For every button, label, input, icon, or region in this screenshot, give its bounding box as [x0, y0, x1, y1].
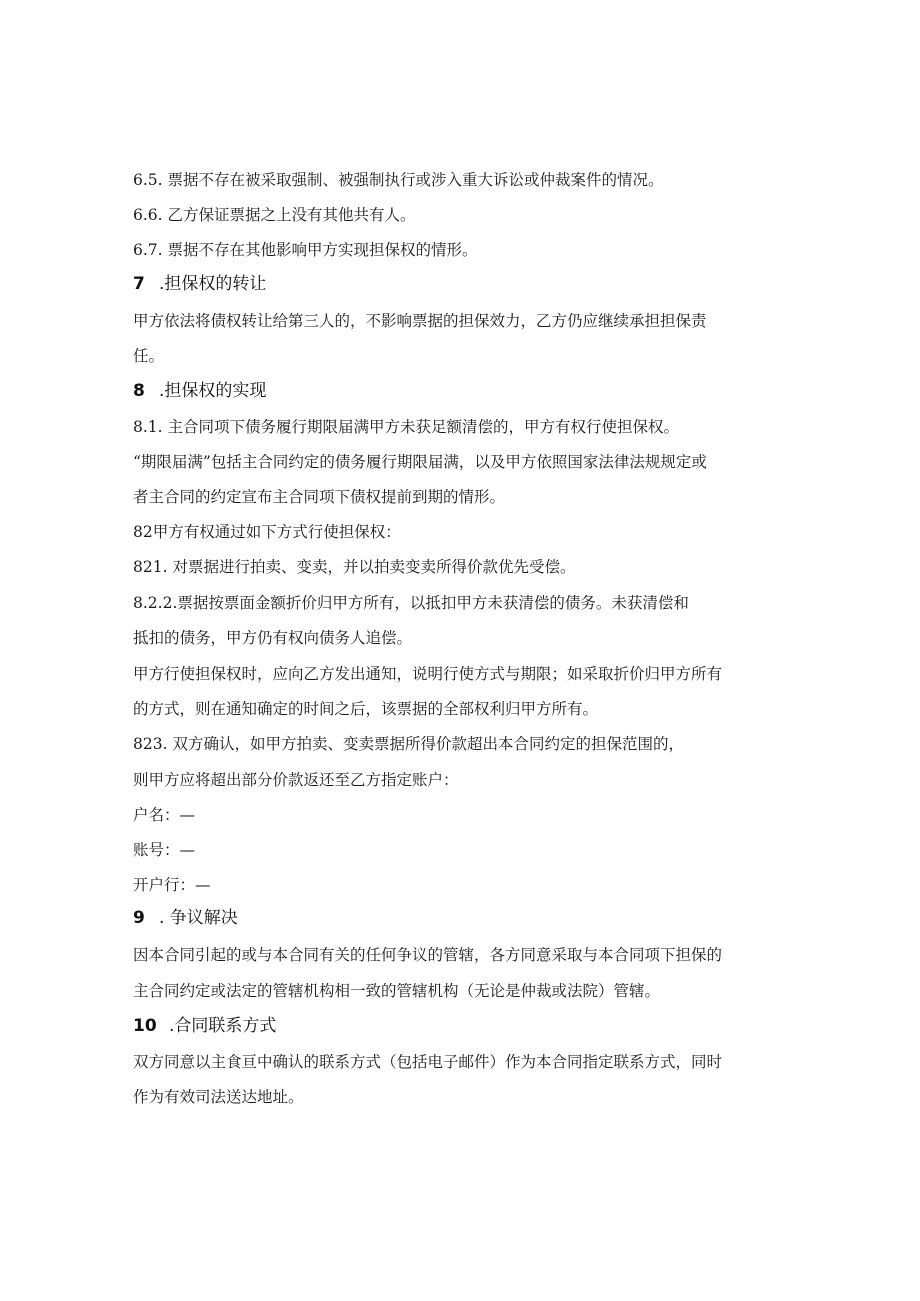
paragraph-line: 甲方依法将债权转让给第三人的，不影响票据的担保效力，乙方仍应继续承担担保责	[133, 312, 707, 330]
clause-8-1: 8.1. 主合同项下债务履行期限届满甲方未获足额清偿的，甲方有权行使担保权。	[133, 418, 680, 436]
section-number: 9	[133, 908, 145, 928]
paragraph-line: 因本合同引起的或与本合同有关的任何争议的管辖，各方同意采取与本合同项下担保的	[133, 946, 723, 964]
section-number: 8	[133, 381, 145, 401]
paragraph-line: 甲方行使担保权时，应向乙方发出通知，说明行使方式与期限；如采取折价归甲方所有	[133, 665, 723, 683]
section-title: .合同联系方式	[169, 1016, 277, 1036]
paragraph-line: 的方式，则在通知确定的时间之后，该票据的全部权利归甲方所有。	[133, 700, 599, 718]
clause-8-2: 82甲方有权通过如下方式行使担保权：	[133, 523, 401, 541]
section-number: 7	[133, 274, 145, 294]
paragraph-line: 作为有效司法送达地址。	[133, 1088, 304, 1106]
section-8-heading	[133, 380, 266, 402]
section-7-heading	[133, 273, 266, 295]
account-name-line: 户名：—	[133, 806, 196, 824]
bank-line: 开户行：—	[133, 876, 211, 894]
paragraph-line: 任。	[133, 347, 165, 365]
clause-8-2-3: 823. 双方确认，如甲方拍卖、变卖票据所得价款超出本合同约定的担保范围的，	[133, 735, 684, 753]
section-title: .担保权的实现	[159, 381, 267, 401]
section-number: 10	[133, 1016, 157, 1036]
clause-6-6: 6.6. 乙方保证票据之上没有其他共有人。	[133, 206, 416, 224]
account-number-line: 账号：—	[133, 841, 196, 859]
clause-8-2-1: 821. 对票据进行拍卖、变卖，并以拍卖变卖所得价款优先受偿。	[133, 558, 576, 576]
paragraph-line: 抵扣的债务，甲方仍有权向债务人追偿。	[133, 629, 413, 647]
paragraph-line: 则甲方应将超出部分价款返还至乙方指定账户：	[133, 771, 459, 789]
section-9-heading	[133, 907, 238, 929]
paragraph-line: 者主合同的约定宣布主合同项下债权提前到期的情形。	[133, 488, 506, 506]
clause-6-5: 6.5. 票据不存在被采取强制、被强制执行或涉入重大诉讼或仲裁案件的情况。	[133, 171, 664, 189]
section-title: . 争议解决	[159, 908, 238, 928]
paragraph-line: “期限届满”包括主合同约定的债务履行期限届满，以及甲方依照国家法律法规规定或	[133, 453, 707, 471]
clause-8-2-2: 8.2.2.票据按票面金额折价归甲方所有，以抵扣甲方未获清偿的债务。未获清偿和	[133, 594, 689, 612]
paragraph-line: 主合同约定或法定的管辖机构相一致的管辖机构（无论是仲裁或法院）管辖。	[133, 982, 661, 1000]
paragraph-line: 双方同意以主食亘中确认的联系方式（包括电子邮件）作为本合同指定联系方式，同时	[133, 1053, 723, 1071]
section-title: .担保权的转让	[159, 274, 267, 294]
section-10-heading	[133, 1015, 276, 1037]
clause-6-7: 6.7. 票据不存在其他影响甲方实现担保权的情形。	[133, 241, 478, 259]
